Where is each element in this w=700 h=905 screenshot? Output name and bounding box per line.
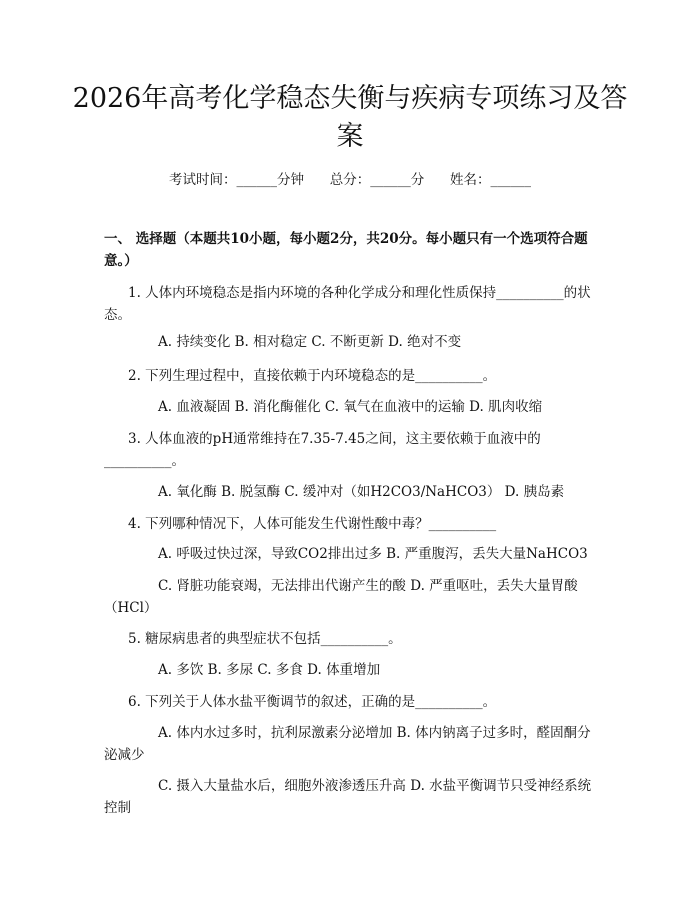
section-heading: 一、 选择题（本题共10小题，每小题2分，共20分。每小题只有一个选项符合题意。） [104,231,588,269]
question-2-stem: 2. 下列生理过程中，直接依赖于内环境稳态的是__________。 [128,368,497,384]
question-1-options: A. 持续变化 B. 相对稳定 C. 不断更新 D. 绝对不变 [158,334,462,350]
question-3-stem: 3. 人体血液的pH通常维持在7.35-7.45之间，这主要依赖于血液中的__________。 [104,431,541,469]
question-4-option-line-2: C. 肾脏功能衰竭，无法排出代谢产生的酸 D. 严重呕吐，丢失大量胃酸（HCl） [104,578,578,616]
question-4-option-line-1: A. 呼吸过快过深，导致CO2排出过多 B. 严重腹泻，丢失大量NaHCO3 [158,546,588,562]
question-6-stem: 6. 下列关于人体水盐平衡调节的叙述，正确的是__________。 [128,694,497,710]
exam-meta-line: 考试时间：______分钟 总分：______分 姓名：______ [169,172,531,188]
page-title: 2026年高考化学稳态失衡与疾病专项练习及答案 [72,83,628,152]
question-2-options: A. 血液凝固 B. 消化酶催化 C. 氧气在血液中的运输 D. 肌肉收缩 [158,399,543,415]
question-1-stem: 1. 人体内环境稳态是指内环境的各种化学成分和理化性质保持__________的状态。 [104,285,591,323]
question-4-stem: 4. 下列哪种情况下，人体可能发生代谢性酸中毒？__________ [128,516,497,532]
question-5-options: A. 多饮 B. 多尿 C. 多食 D. 体重增加 [158,662,381,678]
question-5-stem: 5. 糖尿病患者的典型症状不包括__________。 [128,631,402,647]
question-6-option-line-1: A. 体内水过多时，抗利尿激素分泌增加 B. 体内钠离子过多时，醛固酮分泌减少 [104,725,591,763]
question-6-option-line-2: C. 摄入大量盐水后，细胞外液渗透压升高 D. 水盐平衡调节只受神经系统控制 [104,778,592,816]
question-3-options: A. 氧化酶 B. 脱氢酶 C. 缓冲对（如H2CO3/NaHCO3） D. 胰岛素 [158,484,565,500]
